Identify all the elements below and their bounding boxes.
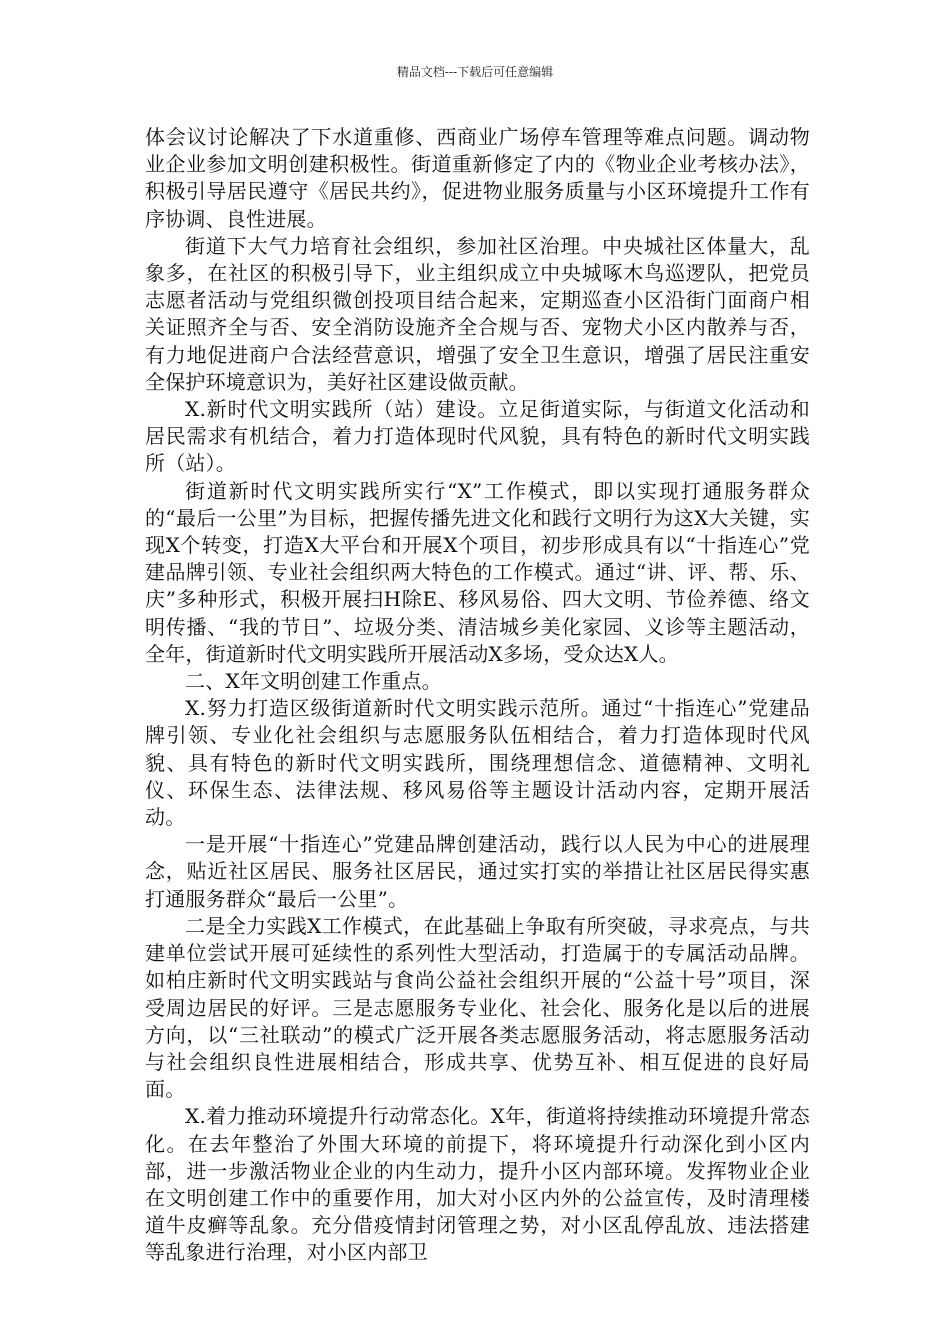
- paragraph-3: X.新时代文明实践所（站）建设。立足街道实际，与街道文化活动和居民需求有机结合，着力打造体现时代风貌，具有特色的新时代文明实践所（站）。: [145, 397, 810, 476]
- document-body: [145, 124, 810, 1267]
- paragraph-1: 体会议讨论解决了下水道重修、西商业广场停车管理等难点问题。调动物业企业参加文明创建积极性。街道重新修定了内的《物业企业考核办法》，积极引导居民遵守《居民共约》，促进物业服务质量与小区环境提升工作有序协调、良性进展。: [145, 125, 810, 231]
- paragraph-6: 一是开展“十指连心”党建品牌创建活动，践行以人民为中心的进展理念，贴近社区居民、服务社区居民，通过实打实的举措让社区居民得实惠打通服务群众“最后一公里”。: [145, 832, 810, 911]
- paragraph-5: X.努力打造区级街道新时代文明实践示范所。通过“十指连心”党建品牌引领、专业化社会组织与志愿服务队伍相结合，着力打造体现时代风貌、具有特色的新时代文明实践所，围绕理想信念、道德精神、文明礼仪、环保生态、法律法规、移风易俗等主题设计活动内容，定期开展活动。: [145, 696, 810, 830]
- paragraph-2: 街道下大气力培育社会组织，参加社区治理。中央城社区体量大，乱象多，在社区的积极引导下，业主组织成立中央城啄木鸟巡逻队，把党员志愿者活动与党组织微创投项目结合起来，定期巡查小区沿街门面商户相关证照齐全与否、安全消防设施齐全合规与否、宠物犬小区内散养与否，有力地促进商户合法经营意识，增强了安全卫生意识，增强了居民注重安全保护环境意识为，美好社区建设做贡献。: [145, 233, 810, 394]
- paragraph-4: 街道新时代文明实践所实行“X”工作模式，即以实现打通服务群众的“最后一公里”为目标，把握传播先进文化和践行文明行为这X大关键，实现X个转变，打造X大平台和开展X个项目，初步形成具有以“十指连心”党建品牌引领、专业社会组织两大特色的工作模式。通过“讲、评、帮、乐、庆”多种形式，积极开展扫H除E、移风易俗、四大文明、节俭养德、络文明传播、“我的节日”、垃圾分类、清洁城乡美化家园、义诊等主题活动，全年，街道新时代文明实践所开展活动X多场，受众达X人。: [145, 478, 810, 666]
- paragraph-7: 二是全力实践X工作模式，在此基础上争取有所突破，寻求亮点，与共建单位尝试开展可延续性的系列性大型活动，打造属于的专属活动品牌。如柏庄新时代文明实践站与食尚公益社会组织开展的“公益十号”项目，深受周边居民的好评。三是志愿服务专业化、社会化、服务化是以后的进展方向，以“三社联动”的模式广泛开展各类志愿服务活动，将志愿服务活动与社会组织良性进展相结合，形成共享、优势互补、相互促进的良好局面。: [145, 913, 810, 1102]
- section-heading: 二、X年文明创建工作重点。: [185, 669, 442, 694]
- paragraph-8: X.着力推动环境提升行动常态化。X年，街道将持续推动环境提升常态化。在去年整治了外围大环境的前提下，将环境提升行动深化到小区内部，进一步激活物业企业的内生动力，提升小区内部环境。发挥物业企业在文明创建工作中的重要作用，加大对小区内外的公益宣传，及时清理楼道牛皮癣等乱象。充分借疫情封闭管理之势，对小区乱停乱放、违法搭建等乱象进行治理，对小区内部卫: [145, 1104, 810, 1265]
- page-header: 精品文档---下载后可任意编辑: [396, 65, 554, 79]
